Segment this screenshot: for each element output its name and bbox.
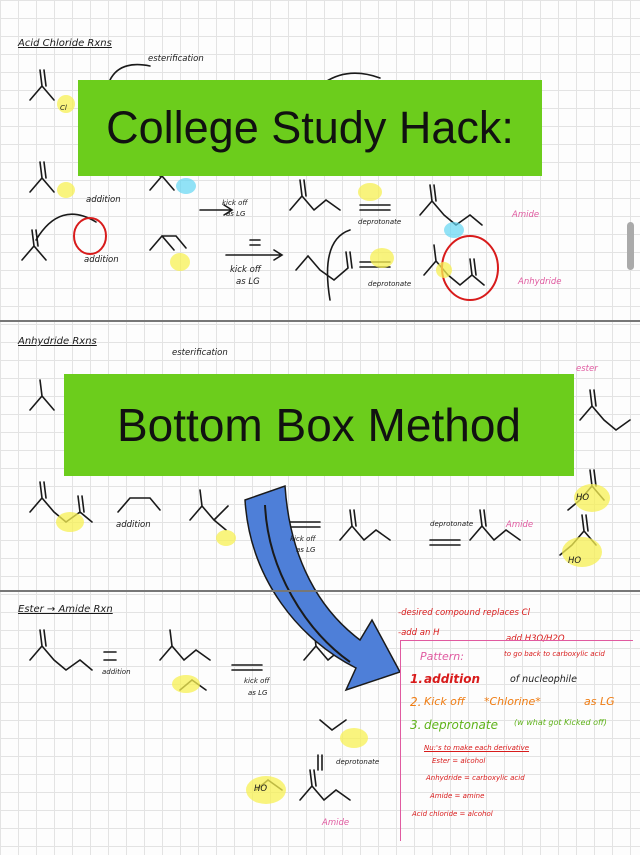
section-title-acid-chloride: Acid Chloride Rxns — [18, 38, 112, 49]
nuc-acid-chloride: Acid chloride = alcohol — [412, 810, 493, 818]
label-kick-off-1: kick off — [222, 199, 248, 207]
step2-tail: as LG — [584, 695, 615, 708]
banner-top — [78, 80, 542, 176]
label-deprotonate-4: deprotonate — [336, 758, 380, 766]
label-amide-2: Amide — [506, 520, 534, 530]
banner-middle — [64, 374, 574, 476]
label-anhydride-product: Anhydride — [518, 277, 562, 287]
label-esterification: esterification — [148, 54, 204, 64]
label-esterification-2: esterification — [172, 348, 228, 358]
label-as-lg-4: as LG — [248, 689, 268, 697]
step1-number: 1. — [410, 672, 423, 686]
label-ho-1: HO — [576, 493, 590, 503]
banner-middle-text: Bottom Box Method — [117, 399, 521, 451]
nuc-anhydride: Anhydride = carboxylic acid — [426, 774, 525, 782]
label-kick-off-4: kick off — [244, 677, 270, 685]
label-addition-1: addition — [86, 195, 121, 205]
label-as-lg-3: as LG — [296, 546, 316, 554]
label-deprotonate-2: deprotonate — [368, 280, 412, 288]
label-amide-product: Amide — [512, 210, 540, 220]
pattern-label: Pattern: — [420, 650, 464, 663]
scrollbar[interactable] — [627, 222, 634, 270]
label-addition-3: addition — [116, 520, 151, 530]
step3-text: deprotonate — [424, 718, 498, 732]
label-as-lg-1: as LG — [226, 210, 246, 218]
label-addition-4: addition — [102, 668, 131, 676]
label-ho-2: HO — [568, 556, 582, 566]
step2-text: Kick off — [424, 695, 465, 708]
label-cl: Cl — [60, 104, 67, 112]
label-deprotonate-1: deprotonate — [358, 218, 402, 226]
nucleophiles-title: Nu:'s to make each derivative — [424, 744, 530, 752]
label-ester: ester — [576, 364, 598, 374]
label-kick-off-3: kick off — [290, 535, 316, 543]
section-divider-2 — [0, 590, 640, 592]
note-carboxylic: to go back to carboxylic acid — [504, 650, 605, 658]
step2-chlorine: *Chlorine* — [484, 695, 541, 708]
step1-tail: of nucleophile — [510, 674, 577, 685]
label-kick-off-2: kick off — [230, 265, 261, 275]
label-as-lg-2: as LG — [236, 277, 260, 287]
label-ho-3: HO — [254, 784, 268, 794]
section-title-ester-amide: Ester → Amide Rxn — [18, 604, 113, 615]
section-title-anhydride: Anhydride Rxns — [18, 336, 97, 347]
nuc-ester: Ester = alcohol — [432, 757, 486, 765]
step3-number: 3. — [410, 718, 422, 732]
blue-arrow-icon — [245, 486, 400, 690]
nuc-amide: Amide = amine — [430, 792, 485, 800]
step1-text: addition — [424, 672, 481, 686]
label-amide-3: Amide — [322, 818, 350, 828]
section-divider-1 — [0, 320, 640, 322]
note-replace-cl: -desired compound replaces Cl — [398, 608, 530, 618]
label-addition-2: addition — [84, 255, 119, 265]
label-deprotonate-3: deprotonate — [430, 520, 474, 528]
banner-top-text: College Study Hack: — [106, 102, 514, 153]
note-add-h3o: add H3O/H2O — [506, 634, 565, 644]
step3-tail: (w what got Kicked off) — [514, 718, 607, 727]
step2-number: 2. — [410, 695, 422, 709]
note-add-h: -add an H — [398, 628, 440, 638]
